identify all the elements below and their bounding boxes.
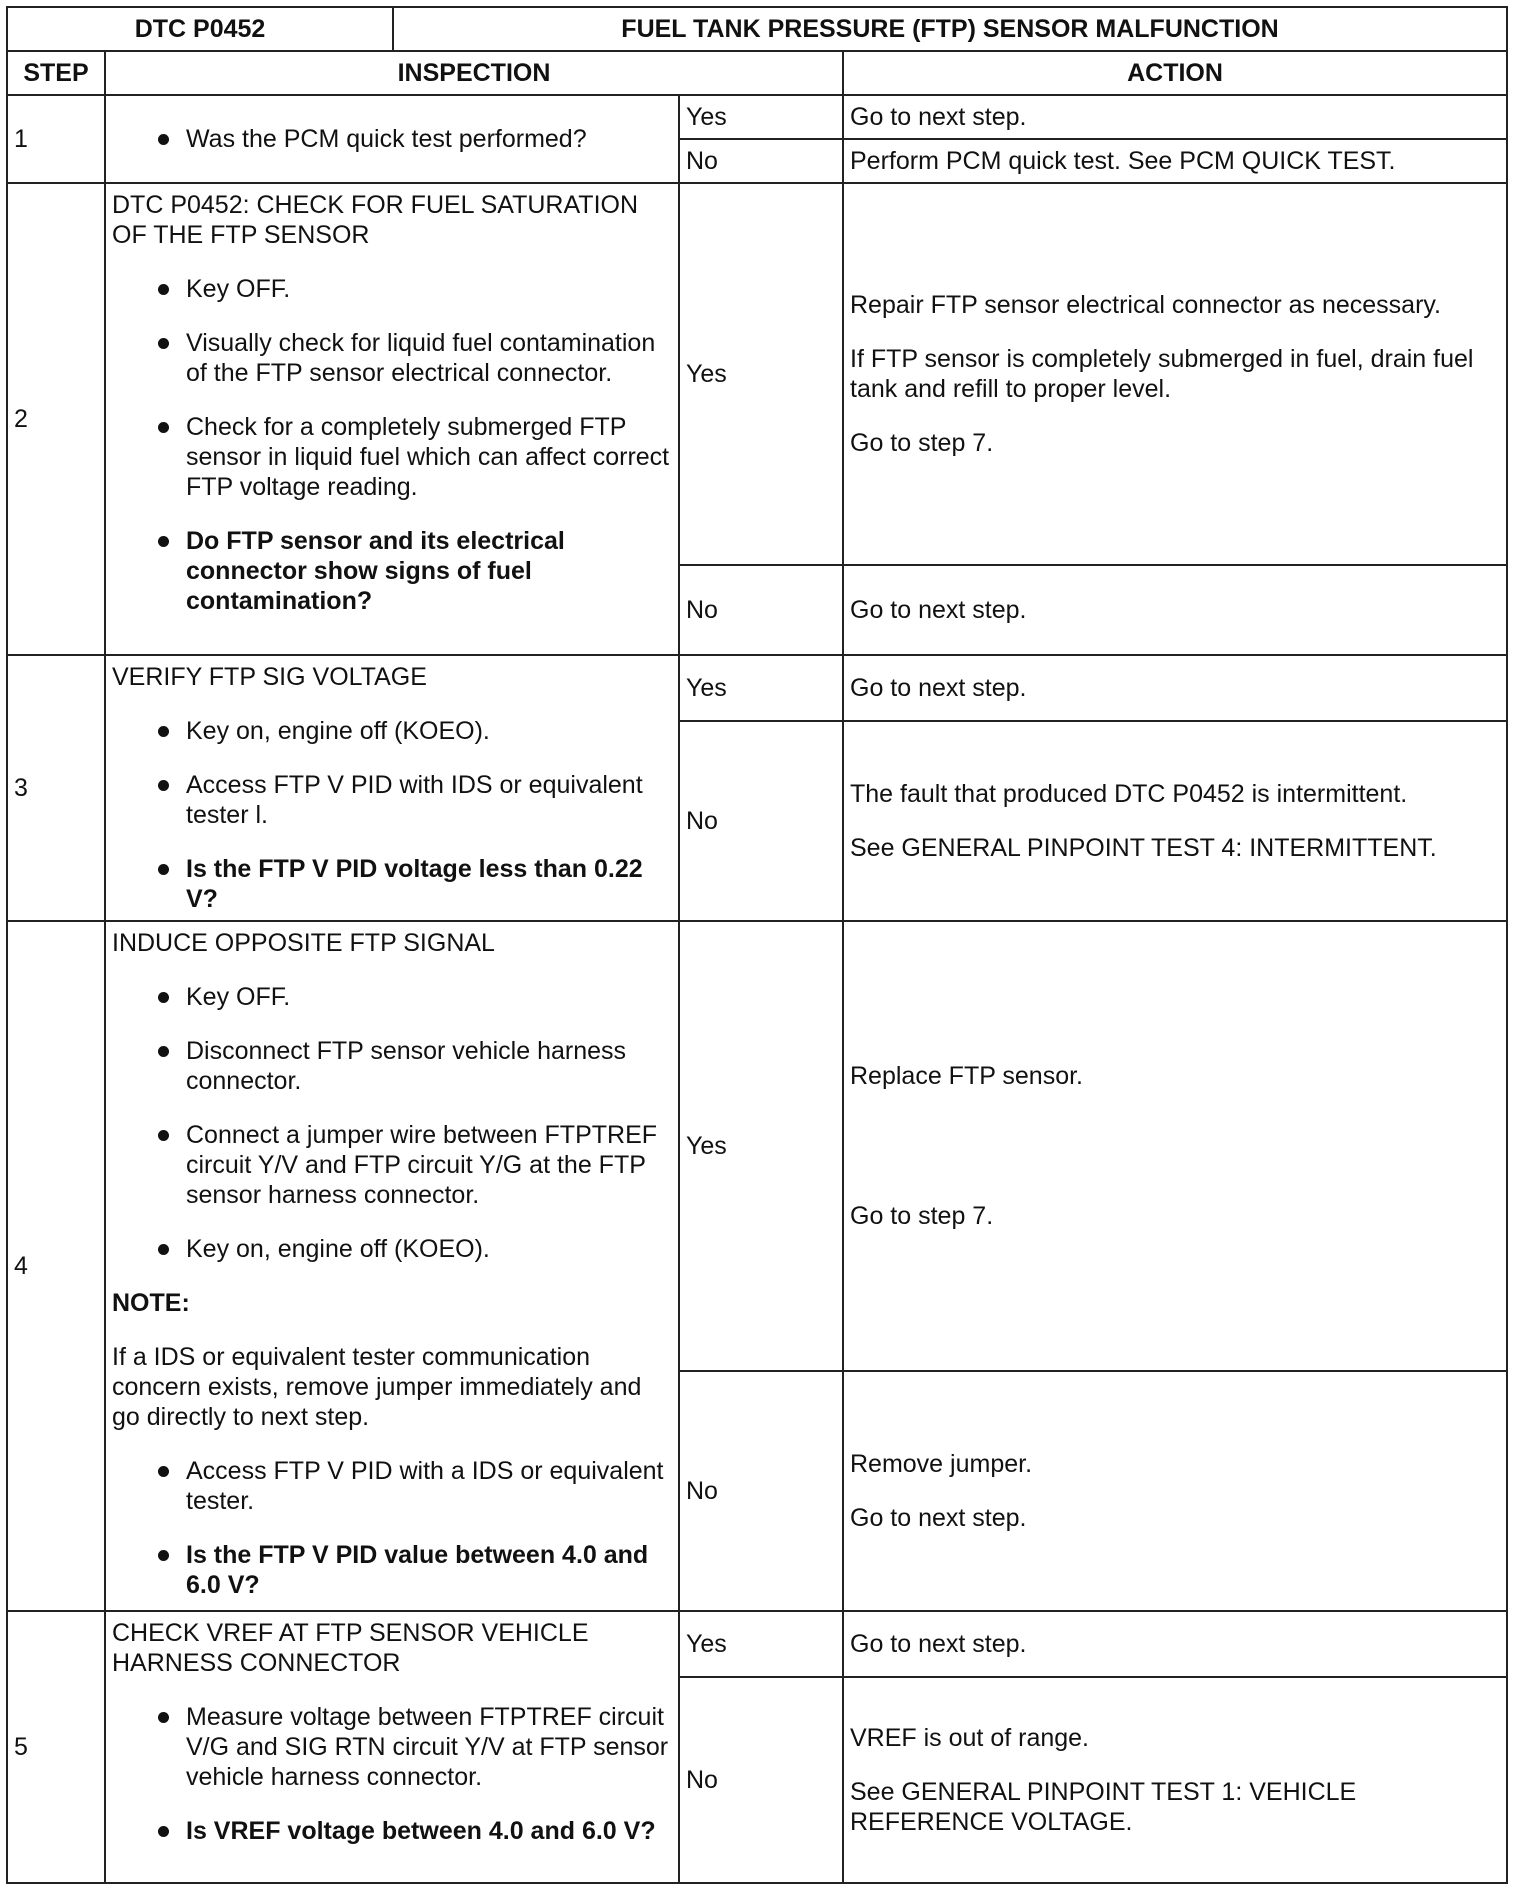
- item-text: Connect a jumper wire between FTPTREF circuit Y/V and FTP circuit Y/G at the FTP sensor harness connector.: [186, 1121, 658, 1209]
- list-item: [112, 1234, 672, 1264]
- list-item: [112, 124, 672, 154]
- bullet-icon: [158, 134, 169, 145]
- list-item: [112, 1540, 672, 1600]
- list-item: [112, 412, 672, 502]
- step-5-inspection: [105, 1611, 679, 1883]
- no-label: No: [679, 1371, 843, 1611]
- yes-label: Yes: [679, 655, 843, 721]
- item-text: Key on, engine off (KOEO).: [186, 1235, 490, 1263]
- item-text: Key OFF.: [186, 983, 291, 1011]
- step-title: VERIFY FTP SIG VOLTAGE: [112, 663, 427, 691]
- bullet-icon: [158, 1244, 169, 1255]
- yes-label: Yes: [679, 183, 843, 565]
- yes-action: Go to next step.: [843, 655, 1507, 721]
- step-number: 4: [7, 921, 105, 1611]
- no-actions: [843, 721, 1507, 921]
- action-text: See GENERAL PINPOINT TEST 1: VEHICLE REFERENCE VOLTAGE.: [850, 1778, 1357, 1836]
- step-column-header: STEP: [7, 51, 105, 95]
- action-text: VREF is out of range.: [850, 1724, 1090, 1752]
- action-text: Replace FTP sensor.: [850, 1062, 1083, 1090]
- yes-action: Go to next step.: [843, 1611, 1507, 1677]
- no-label: No: [679, 139, 843, 183]
- list-item: [112, 770, 672, 830]
- step-number: 2: [7, 183, 105, 655]
- list-item: [112, 1120, 672, 1210]
- item-text: Key on, engine off (KOEO).: [186, 717, 490, 745]
- item-text: Key OFF.: [186, 275, 291, 303]
- action-text: Go to next step.: [850, 1504, 1027, 1532]
- step-title: CHECK VREF AT FTP SENSOR VEHICLE HARNESS CONNECTOR: [112, 1619, 589, 1677]
- question-text: Is VREF voltage between 4.0 and 6.0 V?: [186, 1817, 656, 1845]
- yes-action: Go to next step.: [843, 95, 1507, 139]
- step-2-yes-row: [7, 183, 1507, 565]
- note-label: NOTE:: [112, 1289, 190, 1317]
- bullet-icon: [158, 1826, 169, 1837]
- step-2-inspection: [105, 183, 679, 655]
- item-text: Visually check for liquid fuel contamination of the FTP sensor electrical connector.: [186, 329, 656, 387]
- step-4-yes-row: [7, 921, 1507, 1371]
- question-text: Do FTP sensor and its electrical connector show signs of fuel contamination?: [186, 527, 565, 615]
- bullet-icon: [158, 1712, 169, 1723]
- bullet-icon: [158, 284, 169, 295]
- list-item: [112, 1702, 672, 1792]
- no-label: No: [679, 721, 843, 921]
- list-item: [112, 328, 672, 388]
- step-number: 3: [7, 655, 105, 921]
- step-3-yes-row: [7, 655, 1507, 721]
- bullet-icon: [158, 864, 169, 875]
- action-text: Go to step 7.: [850, 429, 994, 457]
- no-actions: [843, 1371, 1507, 1611]
- dtc-title: FUEL TANK PRESSURE (FTP) SENSOR MALFUNCTION: [393, 7, 1507, 51]
- inspection-column-header: INSPECTION: [105, 51, 843, 95]
- no-action: Go to next step.: [843, 565, 1507, 655]
- bullet-icon: [158, 1046, 169, 1057]
- bullet-icon: [158, 726, 169, 737]
- action-text: Repair FTP sensor electrical connector as necessary.: [850, 291, 1441, 319]
- action-text: See GENERAL PINPOINT TEST 4: INTERMITTENT.: [850, 834, 1437, 862]
- list-item: [112, 274, 672, 304]
- bullet-icon: [158, 338, 169, 349]
- no-actions: [843, 1677, 1507, 1883]
- step-1-yes-row: [7, 95, 1507, 139]
- step-3-inspection: [105, 655, 679, 921]
- item-text: Check for a completely submerged FTP sensor in liquid fuel which can affect correct FTP voltage reading.: [186, 413, 670, 501]
- bullet-icon: [158, 780, 169, 791]
- title-row: [7, 7, 1507, 51]
- item-text: Disconnect FTP sensor vehicle harness connector.: [186, 1037, 627, 1095]
- step-4-inspection: [105, 921, 679, 1611]
- note-text: If a IDS or equivalent tester communication concern exists, remove jumper immediately and go directly to next step.: [112, 1343, 642, 1431]
- no-label: No: [679, 1677, 843, 1883]
- bullet-icon: [158, 992, 169, 1003]
- list-item: [112, 1816, 672, 1846]
- yes-actions: [843, 183, 1507, 565]
- step-5-yes-row: [7, 1611, 1507, 1677]
- item-text: Measure voltage between FTPTREF circuit V/G and SIG RTN circuit Y/V at FTP sensor vehicle harness connector.: [186, 1703, 669, 1791]
- dtc-code: DTC P0452: [7, 7, 393, 51]
- list-item: [112, 982, 672, 1012]
- action-text: The fault that produced DTC P0452 is intermittent.: [850, 780, 1408, 808]
- question-text: Is the FTP V PID voltage less than 0.22 V?: [186, 855, 643, 913]
- diagnostic-table: [6, 6, 1508, 1884]
- column-header-row: [7, 51, 1507, 95]
- action-column-header: ACTION: [843, 51, 1507, 95]
- bullet-icon: [158, 1550, 169, 1561]
- question-text: Is the FTP V PID value between 4.0 and 6.0 V?: [186, 1541, 649, 1599]
- action-text: Go to step 7.: [850, 1202, 994, 1230]
- yes-label: Yes: [679, 1611, 843, 1677]
- bullet-icon: [158, 422, 169, 433]
- step-number: 5: [7, 1611, 105, 1883]
- no-label: No: [679, 565, 843, 655]
- list-item: [112, 854, 672, 914]
- list-item: [112, 1456, 672, 1516]
- action-text: If FTP sensor is completely submerged in fuel, drain fuel tank and refill to proper level.: [850, 345, 1474, 403]
- action-text: Remove jumper.: [850, 1450, 1033, 1478]
- no-action: Perform PCM quick test. See PCM QUICK TEST.: [843, 139, 1507, 183]
- list-item: [112, 526, 672, 616]
- list-item: [112, 1036, 672, 1096]
- yes-label: Yes: [679, 95, 843, 139]
- step-title: DTC P0452: CHECK FOR FUEL SATURATION OF THE FTP SENSOR: [112, 191, 639, 249]
- bullet-icon: [158, 536, 169, 547]
- step-1-inspection: [105, 95, 679, 183]
- item-text: Access FTP V PID with IDS or equivalent tester l.: [186, 771, 643, 829]
- bullet-icon: [158, 1466, 169, 1477]
- yes-label: Yes: [679, 921, 843, 1371]
- question-text: Was the PCM quick test performed?: [186, 125, 587, 153]
- step-title: INDUCE OPPOSITE FTP SIGNAL: [112, 929, 495, 957]
- bullet-icon: [158, 1130, 169, 1141]
- item-text: Access FTP V PID with a IDS or equivalent tester.: [186, 1457, 664, 1515]
- list-item: [112, 716, 672, 746]
- step-number: 1: [7, 95, 105, 183]
- yes-actions: [843, 921, 1507, 1371]
